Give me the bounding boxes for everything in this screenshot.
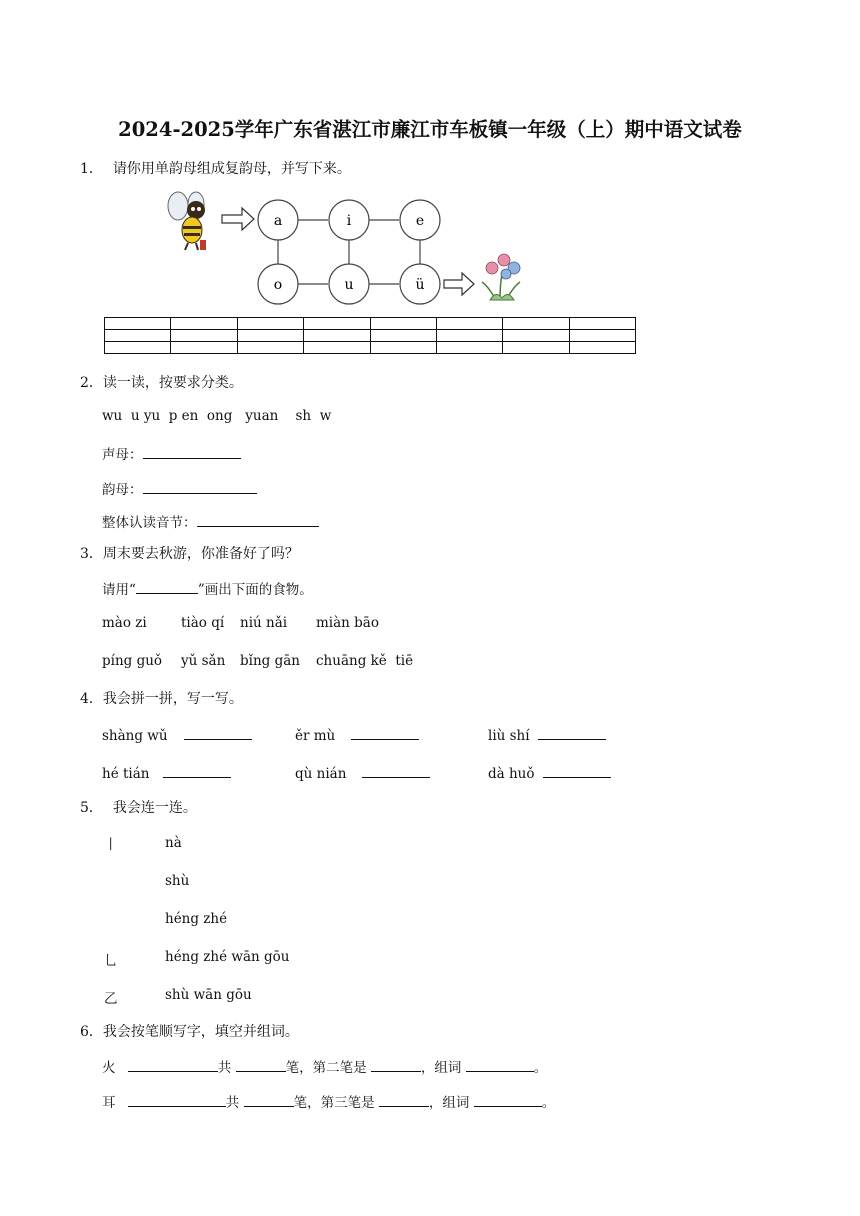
vowel-circle: o: [273, 277, 283, 293]
pinyin-item: [102, 725, 252, 744]
row-text: ，组词: [428, 1095, 470, 1111]
word-blank[interactable]: [474, 1092, 542, 1107]
grid-row: [105, 318, 636, 330]
grid-cell[interactable]: [503, 318, 569, 330]
question-3: [80, 543, 299, 563]
grid-cell[interactable]: [237, 318, 303, 330]
question-number: 2．: [80, 375, 103, 391]
grid-cell[interactable]: [237, 330, 303, 342]
grid-cell[interactable]: [171, 342, 237, 354]
shengmu-row: [102, 443, 241, 463]
stroke-name[interactable]: shù wān gōu: [165, 987, 252, 1003]
grid-cell[interactable]: [171, 330, 237, 342]
pinyin-item: [102, 763, 231, 782]
grid-cell[interactable]: [237, 342, 303, 354]
stroke-glyph[interactable]: 乚: [104, 953, 118, 969]
question-number: 4．: [80, 691, 103, 707]
grid-row: [105, 330, 636, 342]
grid-cell[interactable]: [436, 342, 502, 354]
grid-cell[interactable]: [370, 318, 436, 330]
pinyin-word: tiào qí: [181, 615, 225, 631]
instruction: [102, 578, 313, 598]
grid-cell[interactable]: [569, 342, 635, 354]
grid-cell[interactable]: [370, 342, 436, 354]
stroke-name[interactable]: héng zhé: [165, 911, 228, 927]
vowel-circle: ü: [415, 277, 425, 293]
zhengti-label: 整体认读音节：: [102, 515, 197, 531]
grid-cell[interactable]: [171, 318, 237, 330]
zhengti-row: [102, 511, 319, 531]
yunmu-label: 韵母：: [102, 482, 143, 498]
pinyin-word: ěr mù: [295, 728, 336, 744]
answer-blank[interactable]: [163, 763, 231, 778]
question-4: [80, 688, 243, 708]
shengmu-label: 声母：: [102, 447, 143, 463]
zhengti-answer-blank[interactable]: [197, 512, 319, 527]
question-number: 3．: [80, 546, 103, 562]
stroke-count-blank[interactable]: [244, 1092, 294, 1107]
stroke-glyph[interactable]: 乙: [104, 991, 118, 1007]
pinyin-word: yǔ sǎn: [181, 653, 226, 669]
instruction-text: ”画出下面的食物。: [197, 582, 313, 598]
grid-cell[interactable]: [569, 318, 635, 330]
grid-cell[interactable]: [105, 318, 171, 330]
grid-cell[interactable]: [503, 330, 569, 342]
pinyin-word: miàn bāo: [316, 615, 379, 631]
question-number: 1．: [80, 161, 103, 177]
question-prompt: 请你用单韵母组成复韵母，并写下来。: [112, 161, 351, 177]
grid-row: [105, 342, 636, 354]
grid-cell[interactable]: [105, 342, 171, 354]
answer-blank[interactable]: [362, 763, 430, 778]
pinyin-word: dà huǒ: [488, 766, 535, 782]
row-text: ，组词: [420, 1060, 462, 1076]
pinyin-word: liù shí: [488, 728, 530, 744]
grid-cell[interactable]: [569, 330, 635, 342]
hanzi: 火: [102, 1060, 116, 1076]
vowel-circle: u: [344, 277, 354, 293]
pinyin-word: chuāng kě tiē: [316, 653, 414, 669]
row-text: 笔，第三笔是: [293, 1095, 375, 1111]
stroke-order-blank[interactable]: [128, 1057, 218, 1072]
question-number: 5．: [80, 800, 103, 816]
stroke-order-row: [102, 1091, 555, 1111]
grid-cell[interactable]: [436, 318, 502, 330]
grid-cell[interactable]: [370, 330, 436, 342]
pinyin-word: bǐng gān: [240, 653, 300, 669]
stroke-order-blank[interactable]: [128, 1092, 226, 1107]
pinyin-item: [295, 725, 419, 744]
row-text: 共: [217, 1060, 232, 1076]
yunmu-row: [102, 478, 257, 498]
row-text: 笔，第二笔是: [285, 1060, 367, 1076]
answer-blank[interactable]: [184, 725, 252, 740]
grid-cell[interactable]: [105, 330, 171, 342]
arrow-right-icon: [444, 273, 474, 295]
hanzi: 耳: [102, 1095, 116, 1111]
grid-cell[interactable]: [304, 342, 370, 354]
flower-icon: [482, 254, 520, 300]
grid-cell[interactable]: [503, 342, 569, 354]
pinyin-item: [488, 725, 606, 744]
question-prompt: 我会按笔顺写字，填空并组词。: [102, 1024, 299, 1040]
question-2: [80, 372, 243, 392]
underline-sample: [136, 579, 198, 594]
question-prompt: 读一读，按要求分类。: [102, 375, 243, 391]
row-text: 。: [541, 1095, 556, 1111]
grid-cell[interactable]: [304, 318, 370, 330]
stroke-order-row: [102, 1056, 547, 1076]
answer-grid: [104, 317, 636, 354]
stroke-count-blank[interactable]: [236, 1057, 286, 1072]
yunmu-answer-blank[interactable]: [143, 479, 257, 494]
pinyin-word: píng guǒ: [102, 653, 163, 669]
answer-blank[interactable]: [543, 763, 611, 778]
shengmu-answer-blank[interactable]: [143, 444, 241, 459]
row-text: 。: [533, 1060, 548, 1076]
grid-cell[interactable]: [304, 330, 370, 342]
question-6: [80, 1021, 299, 1041]
pinyin-word: qù nián: [295, 766, 347, 782]
syllable-list: wu u yu p en ong yuan sh w: [102, 408, 332, 424]
pinyin-word: mào zi: [102, 615, 147, 631]
question-prompt: 我会拼一拼，写一写。: [102, 691, 243, 707]
grid-cell[interactable]: [436, 330, 502, 342]
vowel-circle: a: [273, 213, 283, 229]
question-number: 6．: [80, 1024, 103, 1040]
pinyin-item: [295, 763, 430, 782]
question-prompt: 我会连一连。: [112, 800, 197, 816]
stroke-name[interactable]: nà: [165, 835, 182, 851]
pinyin-word: niú nǎi: [240, 615, 288, 631]
bee-icon: [168, 192, 206, 250]
question-5: [80, 797, 197, 817]
row-text: 共: [225, 1095, 240, 1111]
vowel-circle: i: [346, 213, 352, 229]
word-blank[interactable]: [466, 1057, 534, 1072]
stroke-glyph[interactable]: 丨: [104, 837, 118, 853]
question-prompt: 周末要去秋游，你准备好了吗？: [102, 546, 299, 562]
answer-blank[interactable]: [351, 725, 419, 740]
answer-blank[interactable]: [538, 725, 606, 740]
pinyin-word: shàng wǔ: [102, 728, 168, 744]
pinyin-item: [488, 763, 611, 782]
instruction-text: 请用“: [102, 582, 136, 598]
page-title: 2024-2025学年广东省湛江市廉江市车板镇一年级（上）期中语文试卷: [118, 118, 742, 141]
arrow-right-icon: [222, 208, 254, 230]
vowel-circle: e: [415, 213, 425, 229]
pinyin-word: hé tián: [102, 766, 150, 782]
question-1: [80, 158, 351, 178]
stroke-name[interactable]: shù: [165, 873, 190, 889]
stroke-name[interactable]: héng zhé wān gōu: [165, 949, 290, 965]
stroke-name-blank[interactable]: [371, 1057, 421, 1072]
stroke-name-blank[interactable]: [379, 1092, 429, 1107]
vowel-diagram: [160, 188, 530, 310]
